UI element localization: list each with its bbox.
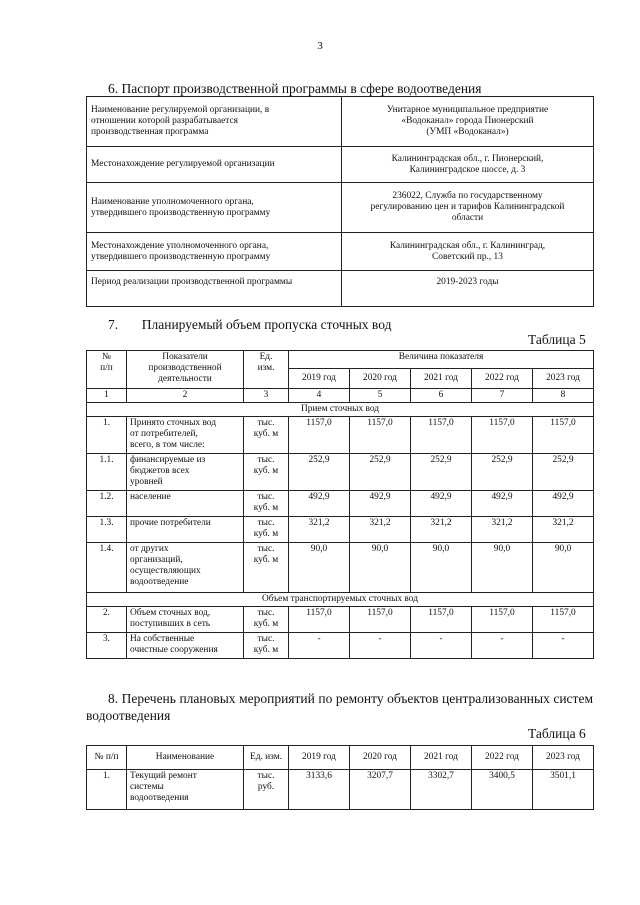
row-unit: тыс. куб. м (244, 417, 289, 454)
row-name: финансируемые из бюджетов всех уровней (127, 454, 244, 491)
row-value: 1157,0 (289, 607, 350, 633)
row-num: 1. (87, 417, 127, 454)
col-number: 5 (350, 389, 411, 403)
row-unit: тыс. куб. м (244, 607, 289, 633)
row-value: 1157,0 (411, 607, 472, 633)
row-value: 90,0 (533, 543, 594, 593)
table-row (87, 97, 594, 147)
table-row (87, 770, 594, 810)
row-value: 321,2 (533, 517, 594, 543)
table-header-row (87, 351, 594, 369)
section-row (87, 403, 594, 417)
header-year: 2019 год (289, 746, 350, 770)
table-6 (86, 745, 594, 810)
header-unit: Ед. изм. (244, 351, 289, 389)
row-num: 2. (87, 607, 127, 633)
table-row (87, 491, 594, 517)
header-indicator: Показатели производственной деятельности (127, 351, 244, 389)
header-year: 2021 год (411, 369, 472, 389)
col-number: 7 (472, 389, 533, 403)
table-row (87, 147, 594, 183)
table-row (87, 183, 594, 233)
row-value: 3207,7 (350, 770, 411, 810)
row-value: 90,0 (350, 543, 411, 593)
row-value: 492,9 (411, 491, 472, 517)
row-value: - (411, 633, 472, 659)
section-row (87, 593, 594, 607)
section-7-title: 7. Планируемый объем пропуска сточных вод (108, 317, 392, 332)
table-header-row (87, 746, 594, 770)
header-num: № п/п (87, 746, 127, 770)
col-number: 3 (244, 389, 289, 403)
row-value: 90,0 (472, 543, 533, 593)
group-1-title: Прием сточных вод (87, 403, 594, 417)
passport-label: Местонахождение регулируемой организации (87, 147, 342, 183)
passport-label: Наименование регулируемой организации, в отношении которой разрабатывается производственная программа (87, 97, 342, 147)
table-row (87, 517, 594, 543)
row-value: 492,9 (289, 491, 350, 517)
header-year: 2020 год (350, 369, 411, 389)
passport-label: Наименование уполномоченного органа, утвердившего производственную программу (87, 183, 342, 233)
passport-table (86, 96, 594, 307)
table-5 (86, 350, 594, 659)
row-value: 492,9 (350, 491, 411, 517)
row-value: - (533, 633, 594, 659)
passport-value: 2019-2023 годы (342, 271, 594, 307)
table-5-caption: Таблица 5 (528, 332, 586, 347)
row-value: 252,9 (533, 454, 594, 491)
table-row (87, 633, 594, 659)
row-value: 252,9 (472, 454, 533, 491)
header-year: 2023 год (533, 746, 594, 770)
row-value: 492,9 (472, 491, 533, 517)
col-number: 6 (411, 389, 472, 403)
row-value: 252,9 (289, 454, 350, 491)
row-name: население (127, 491, 244, 517)
row-value: 1157,0 (289, 417, 350, 454)
row-value: 252,9 (411, 454, 472, 491)
row-value: - (289, 633, 350, 659)
row-value: 3501,1 (533, 770, 594, 810)
row-value: 3302,7 (411, 770, 472, 810)
row-name: Принято сточных вод от потребителей, всего, в том числе: (127, 417, 244, 454)
row-value: 1157,0 (533, 607, 594, 633)
row-name: прочие потребители (127, 517, 244, 543)
row-num: 3. (87, 633, 127, 659)
passport-value: Калининградская обл., г. Калининград, Советский пр., 13 (342, 233, 594, 271)
passport-label: Местонахождение уполномоченного органа, утвердившего производственную программу (87, 233, 342, 271)
header-year: 2019 год (289, 369, 350, 389)
passport-value: Калининградская обл., г. Пионерский, Калининградское шоссе, д. 3 (342, 147, 594, 183)
passport-label: Период реализации производственной программы (87, 271, 342, 307)
row-name: Текущий ремонт системы водоотведения (127, 770, 244, 810)
row-num: 1.3. (87, 517, 127, 543)
row-name: На собственные очистные сооружения (127, 633, 244, 659)
header-unit: Ед. изм. (244, 746, 289, 770)
passport-value: Унитарное муниципальное предприятие «Водоканал» города Пионерский (УМП «Водоканал») (342, 97, 594, 147)
header-value-group: Величина показателя (289, 351, 594, 369)
row-value: 3133,6 (289, 770, 350, 810)
table-row (87, 233, 594, 271)
row-name: от других организаций, осуществляющих водоотведение (127, 543, 244, 593)
header-name: Наименование (127, 746, 244, 770)
section-8-title: 8. Перечень плановых мероприятий по ремонту объектов централизованных систем водоотведения (86, 691, 593, 723)
table-row (87, 607, 594, 633)
passport-value: 236022, Служба по государственному регулированию цен и тарифов Калининградской области (342, 183, 594, 233)
row-value: 321,2 (411, 517, 472, 543)
row-value: - (350, 633, 411, 659)
row-unit: тыс. куб. м (244, 517, 289, 543)
col-number: 1 (87, 389, 127, 403)
row-value: 3400,5 (472, 770, 533, 810)
column-numbers-row (87, 389, 594, 403)
section-6-title: 6. Паспорт производственной программы в сфере водоотведения (108, 81, 482, 96)
row-num: 1.1. (87, 454, 127, 491)
row-value: 90,0 (411, 543, 472, 593)
row-value: 90,0 (289, 543, 350, 593)
row-name: Объем сточных вод, поступивших в сеть (127, 607, 244, 633)
table-row (87, 454, 594, 491)
row-num: 1.4. (87, 543, 127, 593)
row-value: 1157,0 (472, 417, 533, 454)
table-row (87, 271, 594, 307)
row-value: 321,2 (289, 517, 350, 543)
row-value: 1157,0 (411, 417, 472, 454)
row-value: 1157,0 (533, 417, 594, 454)
row-value: - (472, 633, 533, 659)
row-num: 1.2. (87, 491, 127, 517)
row-value: 321,2 (472, 517, 533, 543)
header-year: 2023 год (533, 369, 594, 389)
col-number: 4 (289, 389, 350, 403)
col-number: 2 (127, 389, 244, 403)
row-value: 1157,0 (350, 607, 411, 633)
group-2-title: Объем транспортируемых сточных вод (87, 593, 594, 607)
col-number: 8 (533, 389, 594, 403)
table-row (87, 417, 594, 454)
header-year: 2021 год (411, 746, 472, 770)
row-unit: тыс. куб. м (244, 491, 289, 517)
row-unit: тыс. куб. м (244, 633, 289, 659)
header-year: 2022 год (472, 746, 533, 770)
table-6-caption: Таблица 6 (528, 726, 586, 741)
header-num: № п/п (87, 351, 127, 389)
row-value: 321,2 (350, 517, 411, 543)
page-number: 3 (317, 40, 323, 52)
row-unit: тыс. куб. м (244, 543, 289, 593)
row-value: 1157,0 (472, 607, 533, 633)
header-year: 2020 год (350, 746, 411, 770)
header-year: 2022 год (472, 369, 533, 389)
row-value: 252,9 (350, 454, 411, 491)
row-unit: тыс. руб. (244, 770, 289, 810)
row-value: 1157,0 (350, 417, 411, 454)
row-unit: тыс. куб. м (244, 454, 289, 491)
row-num: 1. (87, 770, 127, 810)
table-row (87, 543, 594, 593)
row-value: 492,9 (533, 491, 594, 517)
